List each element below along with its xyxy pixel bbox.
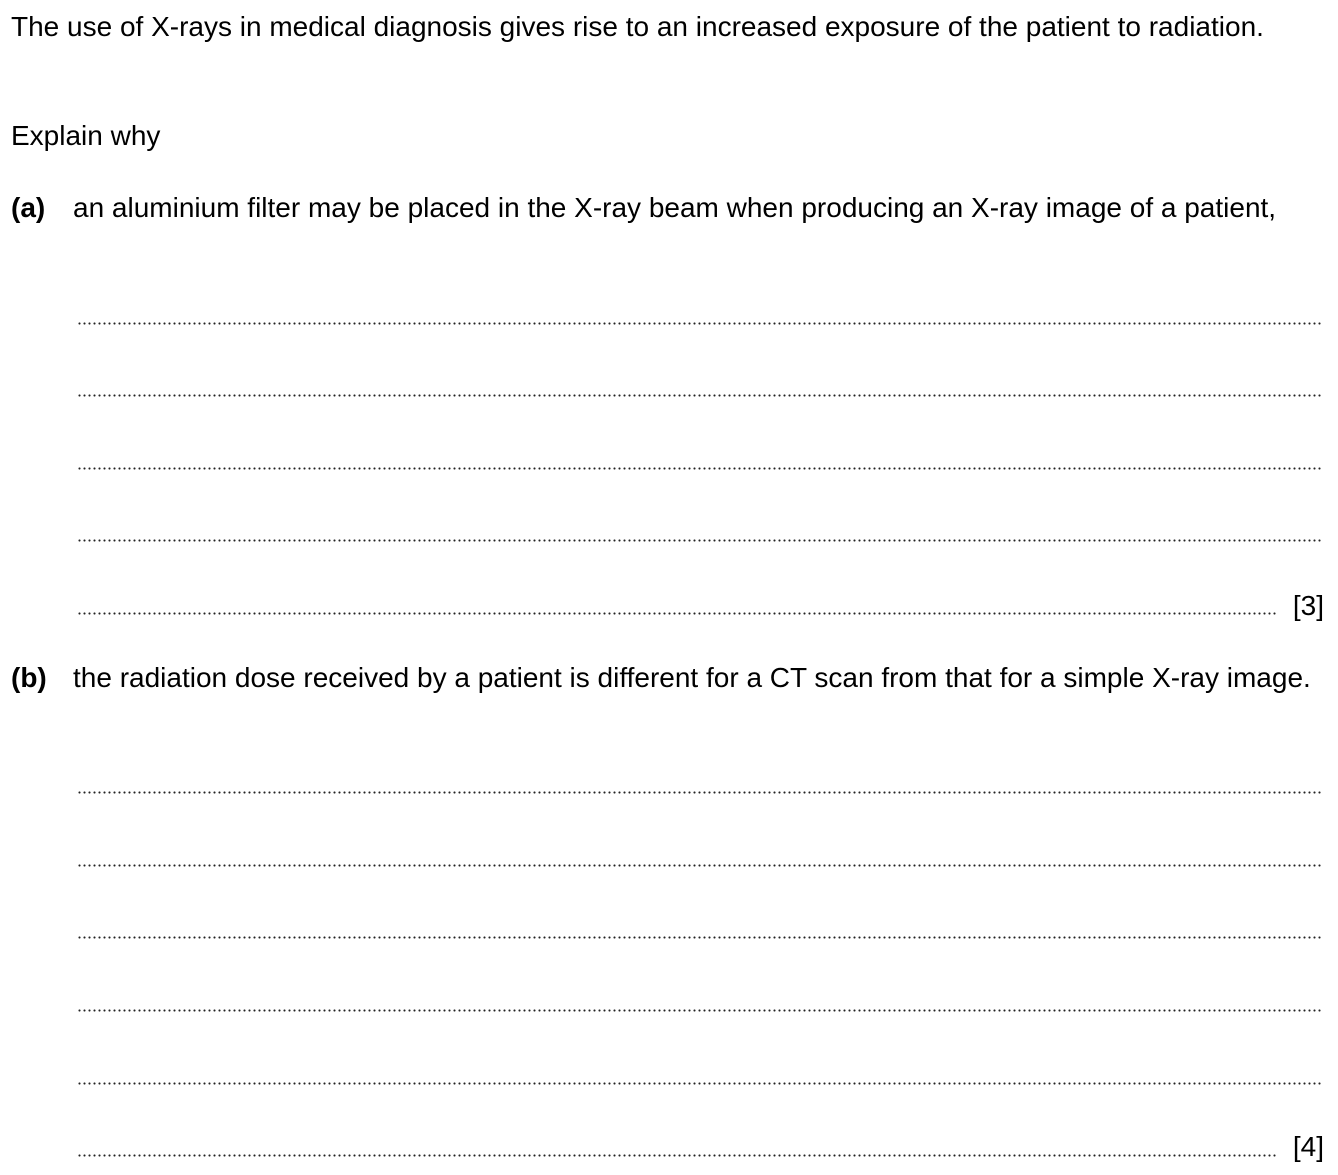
answer-line-b-2[interactable] [77,864,1323,867]
answer-line-b-4[interactable] [77,1009,1323,1012]
question-intro: The use of X-rays in medical diagnosis gives rise to an increased exposure of the patient to radiation. [11,11,1264,42]
part-b-label: (b) [11,662,47,693]
question-instruction: Explain why [11,120,161,151]
part-a-label: (a) [11,192,46,223]
answer-line-a-5[interactable] [77,612,1277,615]
answer-line-b-5[interactable] [77,1082,1323,1085]
part-b-question: the radiation dose received by a patient is different for a CT scan from that for a simple X-ray image. [73,662,1311,693]
part-b-marks: [4] [1292,1131,1324,1162]
answer-line-a-3[interactable] [77,467,1323,470]
part-a-question: an aluminium filter may be placed in the X-ray beam when producing an X-ray image of a patient, [73,192,1277,223]
answer-line-b-1[interactable] [77,791,1323,794]
part-a-marks: [3] [1292,590,1324,621]
answer-line-a-4[interactable] [77,539,1323,542]
answer-line-a-1[interactable] [77,322,1323,325]
answer-line-b-3[interactable] [77,936,1323,939]
answer-line-b-6[interactable] [77,1154,1277,1157]
answer-line-a-2[interactable] [77,394,1323,397]
